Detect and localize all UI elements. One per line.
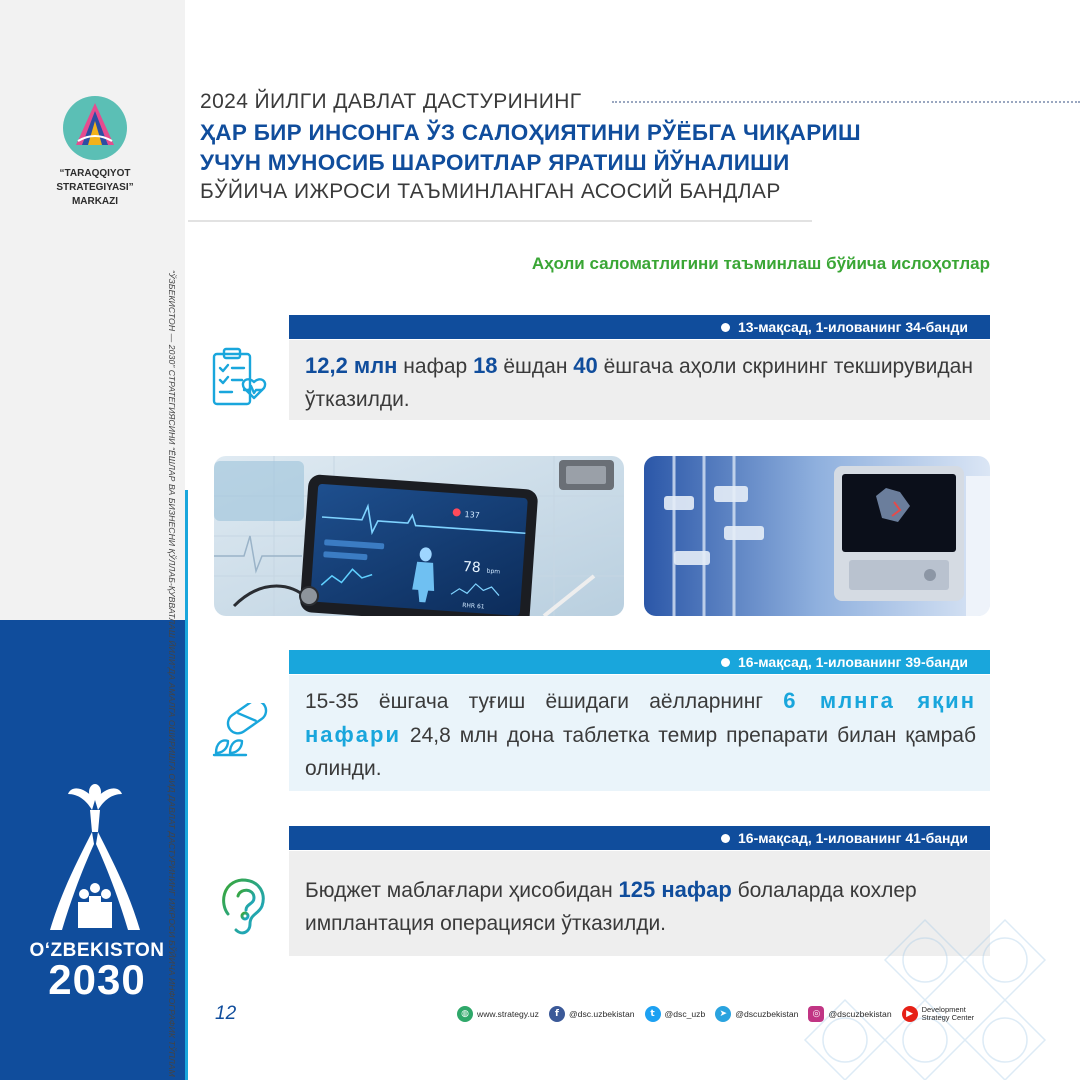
org-name-line2: MARKAZI	[71, 196, 119, 207]
rhr-value: RHR 61	[461, 602, 485, 611]
instagram-link[interactable]: @dscuzbekistan	[828, 1009, 892, 1019]
item2-card	[289, 675, 990, 791]
footer-contacts	[457, 1004, 974, 1024]
item1-tag-bar	[289, 315, 990, 339]
medical-equipment-image	[644, 456, 990, 616]
org-logo	[20, 95, 170, 209]
org-name-line1: “TARAQQIYOT STRATEGIYASI”	[56, 168, 134, 193]
heart-rate-value: 137	[464, 509, 481, 521]
ornament-pattern	[690, 790, 1080, 1080]
page-number: 12	[215, 1003, 237, 1024]
website-link[interactable]: www.strategy.uz	[477, 1009, 539, 1019]
vertical-caption: “ЎЗБЕКИСТОН — 2030” СТРАТЕГИЯСИНИ “ЁШЛАР ВА БИЗНЕСНИ ҚЎЛЛАБ-ҚУВВАТЛАШ ЙИЛИ”ДА АМАЛГА ОШИРИШГА ОИД ДАВЛАТ ДАСТУРИНИНГ ИЖРОСИ БЎЙИЧА ИНФОГРАФИК ТЎПЛАМ	[167, 270, 177, 1077]
item1-tag: 13-мақсад, 1-илованинг 34-банди	[738, 319, 968, 335]
youtube-icon: ▶	[902, 1006, 918, 1022]
bpm-value: 78	[462, 558, 482, 577]
item2-tag: 16-мақсад, 1-илованинг 39-банди	[738, 654, 968, 670]
telegram-link[interactable]: @dscuzbekistan	[735, 1009, 799, 1019]
clipboard-health-icon	[210, 346, 274, 408]
header-line3: УЧУН МУНОСИБ ШАРОИТЛАР ЯРАТИШ ЙЎНАЛИШИ	[200, 150, 790, 175]
bullet-dot-icon	[721, 323, 730, 332]
item2-tag-bar	[289, 650, 990, 674]
item1-highlight3: 40	[573, 353, 598, 378]
item3-highlight1: 125 нафар	[618, 877, 732, 902]
telegram-icon: ➤	[715, 1006, 731, 1022]
instagram-icon: ◎	[808, 1006, 824, 1022]
hospital-equipment-photo	[644, 456, 990, 616]
twitter-link[interactable]: @dsc_uzb	[664, 1009, 706, 1019]
item3-text2: болаларда кохлер имплантация операцияси ўтказилди.	[305, 879, 917, 935]
item1-highlight2: 18	[473, 353, 498, 378]
header-line4: БЎЙИЧА ИЖРОСИ ТАЪМИНЛАНГАН АСОСИЙ БАНДЛАР	[200, 180, 781, 203]
item2-text2: 24,8 млн дона таблетка темир препарати билан қамраб олинди.	[305, 724, 976, 780]
twitter-icon: t	[645, 1006, 661, 1022]
item3-text1: Бюджет маблағлари ҳисобидан	[305, 879, 619, 902]
brand-year: 2030	[48, 956, 146, 1003]
item1-text2: ёшдан	[497, 355, 574, 378]
header-divider	[188, 220, 812, 222]
youtube-line2: Strategy Center	[921, 1013, 975, 1022]
tablet-health-image	[214, 456, 624, 616]
item2-highlight1: 6 млнга яқин нафари	[305, 688, 976, 747]
header-line2: ҲАР БИР ИНСОНГА ЎЗ САЛОҲИЯТИНИ РЎЁБГА ЧИҚАРИШ	[200, 120, 861, 145]
facebook-icon: f	[549, 1006, 565, 1022]
header-line1: 2024 ЙИЛГИ ДАВЛАТ ДАСТУРИНИНГ	[200, 90, 582, 113]
bpm-unit: bpm	[486, 567, 501, 576]
globe-icon: ◍	[457, 1006, 473, 1022]
item1-text3: ёшгача аҳоли скрининг текширувидан ўтказилди.	[305, 355, 973, 411]
youtube-channel[interactable]	[922, 1006, 975, 1022]
facebook-link[interactable]: @dsc.uzbekistan	[568, 1009, 635, 1019]
item1-card	[289, 340, 990, 420]
bullet-dot-icon	[721, 658, 730, 667]
pill-capsule-icon	[212, 703, 274, 759]
item1-text1: нафар	[397, 355, 474, 378]
uzbekistan-2030-emblem-icon	[28, 770, 163, 945]
brand-word: O‘ZBEKISTON	[29, 940, 165, 961]
section-title: Аҳоли саломатлигини таъминлаш бўйича ислоҳотлар	[531, 254, 990, 273]
header-dotted-rule	[612, 101, 1080, 103]
youtube-line1: Development	[921, 1005, 966, 1014]
item2-text1: 15-35 ёшгача туғиш ёшидаги аёлларнинг	[305, 690, 784, 713]
item1-highlight1: 12,2 млн	[305, 353, 398, 378]
sidebar-accent-line	[185, 490, 188, 1080]
tablet-ecg-photo	[214, 456, 624, 616]
ear-implant-icon	[214, 874, 274, 938]
item3-tag: 16-мақсад, 1-илованинг 41-банди	[738, 830, 968, 846]
org-emblem-icon	[62, 95, 128, 161]
